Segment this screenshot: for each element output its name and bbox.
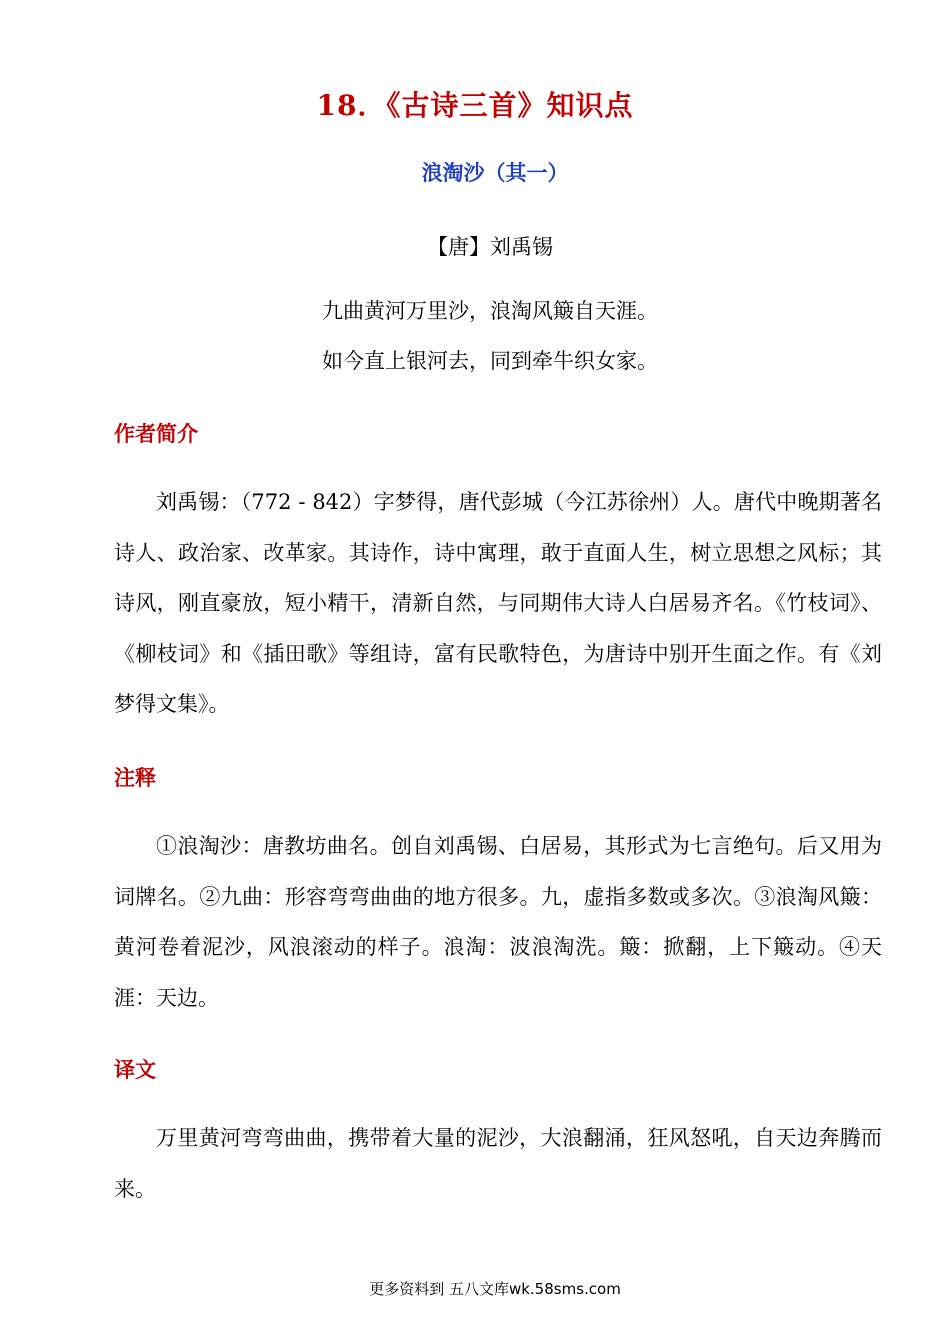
- footer-link[interactable]: 更多资料到 五八文库wk.58sms.com: [369, 1280, 621, 1298]
- poem-line: 九曲黄河万里沙，浪淘风簸自天涯。: [322, 299, 658, 323]
- page-title: 18．《古诗三首》知识点: [316, 89, 634, 122]
- notes-text: ①浪淘沙：唐教坊曲名。创自刘禹锡、白居易，其形式为七言绝句。后又用为词牌名。②九曲：形容弯弯曲曲的地方很多。九，虚指多数或多次。③浪淘风簸：黄河卷着泥沙，风浪滚动的样子。浪淘：波浪淘洗。簸：掀翻，上下簸动。④天涯：天边。: [114, 834, 882, 1010]
- poem-line: 如今直上银河去，同到牵牛织女家。: [322, 349, 658, 373]
- author-intro-text: 刘禹锡：（772 - 842）字梦得，唐代彭城（今江苏徐州）人。唐代中晚期著名诗人、政治家、改革家。其诗作，诗中寓理，敢于直面人生，树立思想之风标；其诗风，刚直豪放，短小精干，清新自然，与同期伟大诗人白居易齐名。《竹枝词》、《柳枝词》和《插田歌》等组诗，富有民歌特色，为唐诗中别开生面之作。有《刘梦得文集》。: [114, 490, 882, 716]
- translation-heading: 译文: [114, 1057, 156, 1082]
- translation-text: 万里黄河弯弯曲曲，携带着大量的泥沙，大浪翻涌，狂风怒吼，自天边奔腾而来。: [114, 1126, 882, 1201]
- poem-title: 浪淘沙（其一）: [421, 160, 569, 185]
- author-intro-heading: 作者简介: [114, 421, 198, 446]
- notes-heading: 注释: [114, 765, 156, 790]
- poem-author: 【唐】刘禹锡: [427, 235, 553, 259]
